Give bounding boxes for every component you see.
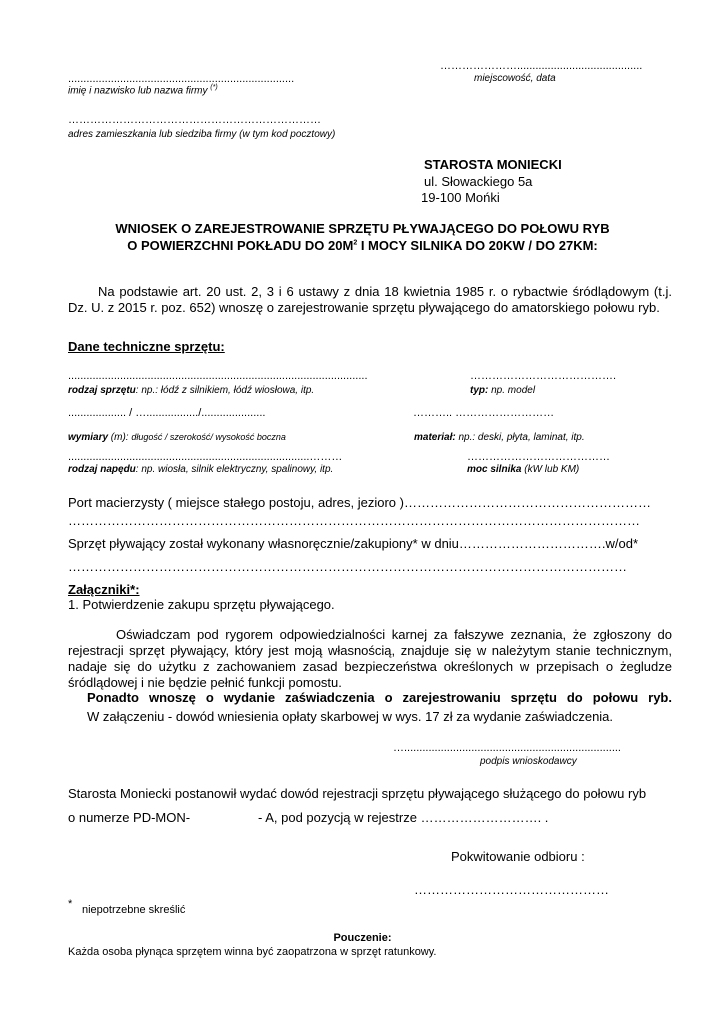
instruction-text: Każda osoba płynąca sprzętem winna być zaopatrzona w sprzęt ratunkowy.: [68, 946, 437, 958]
receipt-label: Pokwitowanie odbioru :: [451, 849, 585, 864]
address-label: adres zamieszkania lub siedziba firmy (w tym kod pocztowy): [68, 129, 336, 140]
certificate-request: Ponadto wnoszę o wydanie zaświadczenia o zarejestrowaniu sprzętu do połowu ryb.: [87, 690, 672, 705]
equipment-type-field[interactable]: ..................................................................................................: [68, 370, 368, 382]
instruction-heading: Pouczenie:: [333, 932, 392, 944]
recipient-city: 19-100 Mońki: [421, 190, 500, 205]
attachment-item-1: 1. Potwierdzenie zakupu sprzętu pływającego.: [68, 597, 335, 612]
fee-note: W załączeniu - dowód wniesienia opłaty skarbowej w wys. 17 zł za wydanie zaświadczenia.: [87, 709, 614, 724]
model-field[interactable]: ………………………………….: [470, 370, 617, 382]
name-label: imię i nazwisko lub nazwa firmy (*): [68, 84, 218, 97]
title-line-2: O POWIERZCHNI POKŁADU DO $20M^2$ I MOCY SILNIKA DO 20KW / DO 27KM:: [127, 238, 598, 253]
dimensions-label: wymiary (m): długość / szerokość/ wysokość boczna: [68, 432, 286, 443]
equipment-type-label: rodzaj sprzętu: np.: łódź z silnikiem, łódź wiosłowa, itp.: [68, 385, 315, 396]
drive-type-label: rodzaj napędu: np. wiosła, silnik elektryczny, spalinowy, itp.: [68, 464, 334, 475]
declaration-paragraph: Oświadczam pod rygorem odpowiedzialności karnej za fałszywe zeznania, że zgłoszony do rejestracji sprzęt pływający, który jest moją własnością, znajduje się w należytym stanie technicznym, nadaje się do użytku z zachowaniem zasad bezpieczeństwa określonych w przepisach o żegludze śródlądowej i nie będzie pełnić funkcji pomostu.: [68, 627, 672, 690]
footnote-mark: *: [68, 898, 73, 910]
dimensions-field[interactable]: ................... / …................./.....................: [68, 407, 266, 419]
engine-power-field[interactable]: …………………………………: [467, 451, 610, 463]
place-date-label: miejscowość, data: [474, 73, 556, 84]
registration-number-label: o numerze PD-MON-: [68, 810, 191, 825]
model-label: typ: np. model: [470, 385, 536, 396]
footnote-text: niepotrzebne skreślić: [82, 904, 186, 916]
attachments-heading: Załączniki*:: [68, 582, 140, 597]
register-position-field[interactable]: - A, pod pozycją w rejestrze ………………………. .: [258, 810, 549, 825]
material-label: materiał: np.: deski, płyta, laminat, itp.: [414, 432, 585, 443]
signature-field[interactable]: ….......................................................................: [393, 742, 621, 754]
place-date-field[interactable]: ………………….........................................: [440, 60, 643, 72]
intro-paragraph: Na podstawie art. 20 ust. 2, 3 i 6 ustawy z dnia 18 kwietnia 1985 r. o rybactwie śródlądowym (t.j. Dz. U. z 2015 r. poz. 652) wnoszę o zarejestrowanie sprzętu pływającego do amatorskiego połowu ryb.: [68, 284, 672, 315]
tech-heading: Dane techniczne sprzętu:: [68, 339, 225, 354]
drive-type-field[interactable]: ...............................................................................………: [68, 451, 343, 463]
receipt-signature-field[interactable]: ………………………………………: [414, 882, 609, 897]
made-purchased-continuation[interactable]: …………………………………………………………………………………………………………………: [68, 559, 627, 574]
engine-power-label: moc silnika (kW lub KM): [467, 464, 580, 475]
home-port-field[interactable]: Port macierzysty ( miejsce stałego postoju, adres, jezioro )…………………………………………………: [68, 495, 651, 510]
material-field[interactable]: ……….. ………………………: [413, 407, 555, 419]
signature-label: podpis wnioskodawcy: [480, 756, 577, 767]
home-port-continuation[interactable]: ……………………………………………………………………………………………………………………: [68, 513, 640, 528]
name-field[interactable]: ..........................................................................: [68, 73, 295, 85]
made-purchased-field[interactable]: Sprzęt pływający został wykonany własnoręcznie/zakupiony* w dniu…………………………….w/od*: [68, 536, 639, 551]
recipient-street: ul. Słowackiego 5a: [424, 174, 533, 189]
decision-line-1: Starosta Moniecki postanowił wydać dowód rejestracji sprzętu pływającego służącego do połowu ryb: [68, 786, 647, 801]
address-field[interactable]: ……………………………………………………………: [68, 114, 321, 126]
title-line-1: WNIOSEK O ZAREJESTROWANIE SPRZĘTU PŁYWAJĄCEGO DO POŁOWU RYB: [115, 221, 610, 236]
recipient-name: STAROSTA MONIECKI: [424, 157, 562, 172]
